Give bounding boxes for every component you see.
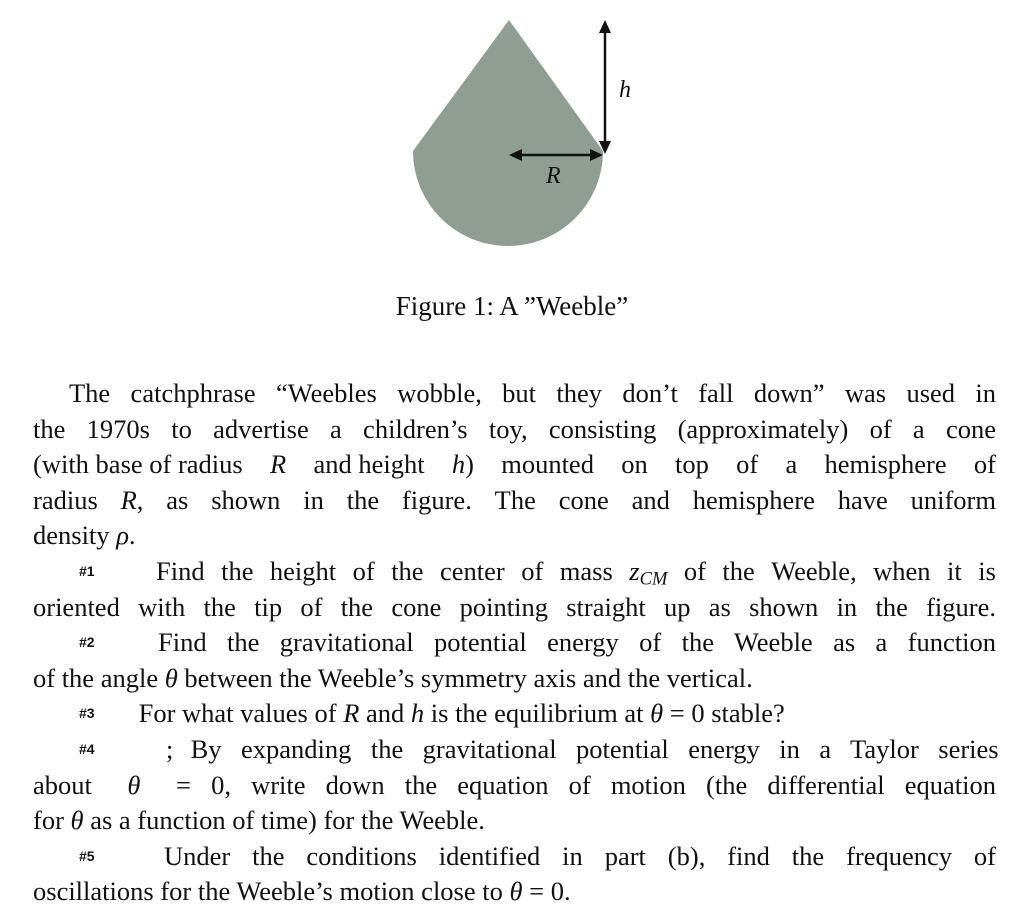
- figure-caption: Figure 1: A ”Weeble”: [395, 291, 629, 321]
- problem-text: [33, 376, 999, 910]
- question-2-text-1: Find the gravitational potential energy of the Weeble as a function: [158, 627, 996, 658]
- intro-line-3-a: (with base of radius: [33, 449, 243, 480]
- intro-line-2: [33, 412, 996, 448]
- question-1-line-1: #1 Find the height of the center of mass $z_{CM}$ of the Weeble, when it is: [79, 555, 996, 590]
- symbol-z: z: [629, 555, 640, 586]
- symbol-theta: θ: [650, 698, 664, 729]
- question-4-text-3b: as a function of time) for the Weeble.: [90, 805, 485, 836]
- question-3-text-c: is the equilibrium at: [430, 698, 644, 729]
- symbol-rho: ρ: [116, 520, 129, 551]
- question-5-text-2b: = 0.: [529, 876, 571, 907]
- intro-line-5-b: .: [128, 520, 136, 551]
- question-tag-2: #2: [79, 634, 95, 651]
- question-1-line-2: [33, 590, 996, 626]
- question-5-line-1: [33, 839, 996, 875]
- question-4-line-3: [33, 803, 996, 839]
- question-3-text-a: For what values of: [138, 698, 337, 729]
- question-4-line-2: [33, 768, 996, 804]
- height-arrow: [599, 20, 611, 154]
- weeble-figure: [0, 0, 1024, 270]
- symbol-h: h: [451, 449, 466, 480]
- question-4-text-3a: for: [33, 805, 64, 836]
- question-tag-3: #3: [79, 705, 95, 722]
- question-5-text-2a: oscillations for the Weeble’s motion close to: [33, 876, 503, 907]
- intro-line-3-b: and height: [313, 449, 425, 480]
- symbol-theta: θ: [70, 805, 84, 836]
- question-5-text-1: Under the conditions identified in part (b), find the frequency of: [164, 840, 996, 871]
- intro-line-4-a: radius: [33, 484, 98, 515]
- symbol-R: R: [343, 698, 360, 729]
- symbol-theta: θ: [164, 662, 178, 693]
- intro-line-5: [33, 518, 996, 554]
- question-3-text-b: and: [366, 698, 405, 729]
- question-5-line-2: [33, 874, 996, 910]
- symbol-h: h: [410, 698, 425, 729]
- question-tag-1: #1: [79, 562, 95, 579]
- question-4-line-1: [33, 732, 999, 768]
- question-3-line-1: [33, 696, 996, 732]
- weeble-shape: [413, 20, 603, 246]
- question-4-text-1: By expanding the gravitational potential energy in a Taylor series: [190, 733, 999, 764]
- question-4-stub: ;: [166, 733, 174, 764]
- symbol-theta: θ: [509, 876, 523, 907]
- symbol-R: R: [120, 484, 137, 515]
- question-3-text-d: = 0 stable?: [669, 698, 785, 729]
- question-1-text-2: oriented with the tip of the cone pointing straight up as shown in the figure.: [33, 591, 996, 622]
- question-tag-5: #5: [79, 847, 95, 864]
- intro-line-3: (with base of radius R and height h) mounted on top of a hemisphere of: [33, 447, 996, 483]
- intro-line-4: radius R, as shown in the figure. The cone and hemisphere have uniform: [33, 483, 996, 519]
- height-label: h: [619, 77, 631, 103]
- question-2-text-2b: between the Weeble’s symmetry axis and the vertical.: [184, 662, 753, 693]
- intro-text-1: The catchphrase “Weebles wobble, but they don’t fall down” was used in: [69, 378, 996, 408]
- intro-line-3-c: mounted: [501, 449, 594, 480]
- radius-label: R: [546, 163, 561, 189]
- symbol-z-sub: CM: [639, 568, 668, 590]
- question-tag-4: #4: [79, 740, 95, 757]
- symbol-R: R: [270, 449, 287, 480]
- question-2-line-2: [33, 661, 996, 697]
- intro-text-2: the 1970s to advertise a children’s toy, consisting (approximately) of a cone: [33, 413, 996, 444]
- intro-line-5-a: density: [33, 520, 110, 551]
- question-4-text-2a: about: [33, 769, 92, 800]
- question-4-text-2b: = 0, write down the equation of motion (the differential equation: [176, 769, 996, 800]
- intro-line-3-c0: ): [465, 449, 474, 480]
- symbol-theta: θ: [127, 769, 141, 800]
- question-2-text-2a: of the angle: [33, 662, 159, 693]
- question-2-line-1: [33, 625, 996, 661]
- intro-line-1: [33, 376, 996, 412]
